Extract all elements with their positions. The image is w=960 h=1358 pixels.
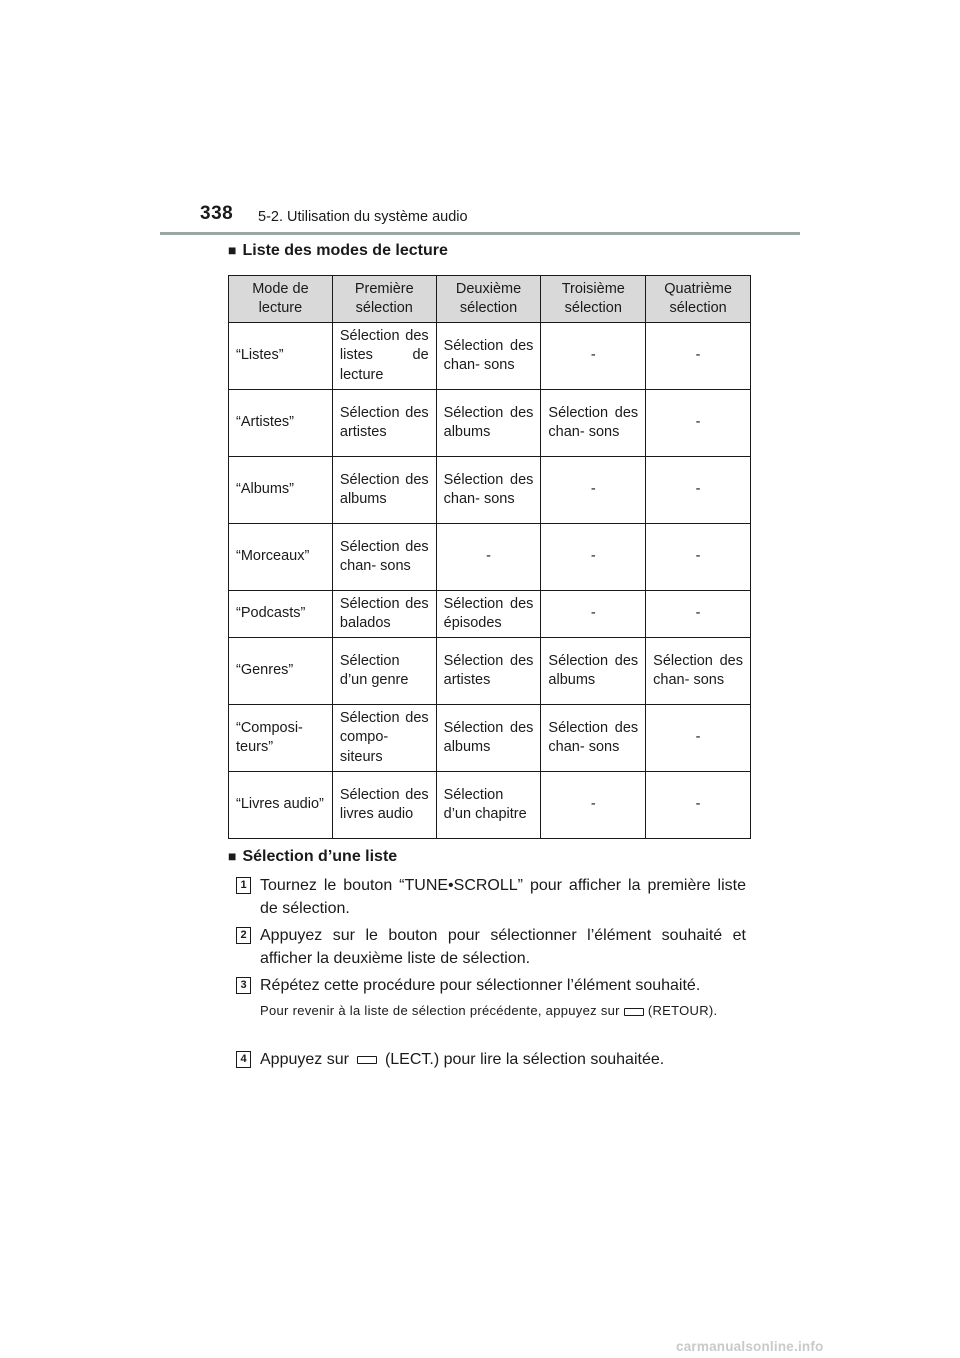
step-2 <box>236 924 746 970</box>
table-row <box>229 705 751 772</box>
header-rule <box>160 232 800 235</box>
list-selection-heading-text: Sélection d’une liste <box>242 848 398 865</box>
selection-cell: Sélection des artistes <box>436 638 541 705</box>
selection-cell: - <box>541 772 646 839</box>
step-text: Tournez le bouton “TUNE•SCROLL” pour afficher la première liste de sélection. <box>260 877 746 917</box>
selection-cell: Sélection des chan- sons <box>436 457 541 524</box>
back-button-icon <box>624 1008 644 1016</box>
mode-cell: “Albums” <box>229 457 333 524</box>
mode-cell: “Morceaux” <box>229 524 333 591</box>
mode-cell: “Artistes” <box>229 390 333 457</box>
selection-cell: Sélection des livres audio <box>332 772 436 839</box>
column-header: Deuxième sélection <box>436 276 541 323</box>
step-3 <box>236 974 746 997</box>
step-text-end: (LECT.) pour lire la sélection souhaitée. <box>384 1051 665 1068</box>
selection-cell: Sélection des chan- sons <box>541 390 646 457</box>
note-text: Pour revenir à la liste de sélection précédente, appuyez sur <box>260 1003 620 1018</box>
square-bullet-icon: ■ <box>228 242 237 258</box>
table-row <box>229 638 751 705</box>
table-row <box>229 591 751 638</box>
selection-cell: - <box>541 591 646 638</box>
note-text-end: (RETOUR). <box>647 1003 718 1018</box>
selection-cell: Sélection des chan- sons <box>332 524 436 591</box>
step-number-badge: 2 <box>236 927 251 944</box>
selection-cell: Sélection d’un chapitre <box>436 772 541 839</box>
page-number: 338 <box>200 203 234 224</box>
mode-cell: “Listes” <box>229 323 333 390</box>
selection-cell: Sélection des balados <box>332 591 436 638</box>
selection-cell: - <box>541 457 646 524</box>
selection-cell: - <box>646 390 751 457</box>
table-row <box>229 457 751 524</box>
selection-cell: Sélection des artistes <box>332 390 436 457</box>
table-header-row <box>229 276 751 323</box>
column-header: Mode de lecture <box>229 276 333 323</box>
selection-cell: - <box>646 524 751 591</box>
step-text: Répétez cette procédure pour sélectionner l’élément souhaité. <box>260 977 701 994</box>
table-row <box>229 772 751 839</box>
selection-cell: - <box>646 705 751 772</box>
playback-modes-heading-text: Liste des modes de lecture <box>242 242 448 259</box>
selection-cell: Sélection des épisodes <box>436 591 541 638</box>
selection-cell: - <box>646 323 751 390</box>
note <box>260 1000 746 1022</box>
selection-cell: - <box>646 772 751 839</box>
selection-cell: - <box>436 524 541 591</box>
table-row <box>229 524 751 591</box>
selection-cell: Sélection des albums <box>436 705 541 772</box>
step-text-start: Appuyez sur <box>260 1051 349 1068</box>
selection-cell: - <box>646 457 751 524</box>
selection-cell: Sélection des chan- sons <box>646 638 751 705</box>
selection-cell: Sélection d’un genre <box>332 638 436 705</box>
table-row <box>229 323 751 390</box>
selection-cell: Sélection des albums <box>332 457 436 524</box>
selection-cell: Sélection des chan- sons <box>436 323 541 390</box>
play-button-icon <box>357 1056 377 1064</box>
column-header: Première sélection <box>332 276 436 323</box>
selection-cell: Sélection des chan- sons <box>541 705 646 772</box>
step-1 <box>236 874 746 920</box>
column-header: Quatrième sélection <box>646 276 751 323</box>
step-number-badge: 3 <box>236 977 251 994</box>
step-text <box>260 1048 746 1071</box>
watermark: carmanualsonline.info <box>676 1339 824 1354</box>
mode-cell: “Livres audio” <box>229 772 333 839</box>
square-bullet-icon: ■ <box>228 848 237 864</box>
step-number-badge: 4 <box>236 1051 251 1068</box>
selection-cell: Sélection des compo- siteurs <box>332 705 436 772</box>
section-title: 5-2. Utilisation du système audio <box>258 209 468 225</box>
column-header: Troisième sélection <box>541 276 646 323</box>
selection-cell: - <box>541 323 646 390</box>
mode-cell: “Genres” <box>229 638 333 705</box>
mode-cell: “Podcasts” <box>229 591 333 638</box>
step-text: Appuyez sur le bouton pour sélectionner l’élément souhaité et afficher la deuxième liste de sélection. <box>260 927 746 967</box>
step-4 <box>236 1048 746 1071</box>
list-selection-heading <box>228 848 397 866</box>
step-number-badge: 1 <box>236 877 251 894</box>
selection-cell: Sélection des albums <box>436 390 541 457</box>
selection-cell: Sélection des albums <box>541 638 646 705</box>
mode-cell: “Composi- teurs” <box>229 705 333 772</box>
selection-cell: - <box>646 591 751 638</box>
playback-modes-heading <box>228 242 448 260</box>
selection-cell: Sélection des listes de lecture <box>332 323 436 390</box>
table-row <box>229 390 751 457</box>
playback-modes-table <box>228 275 751 839</box>
selection-cell: - <box>541 524 646 591</box>
